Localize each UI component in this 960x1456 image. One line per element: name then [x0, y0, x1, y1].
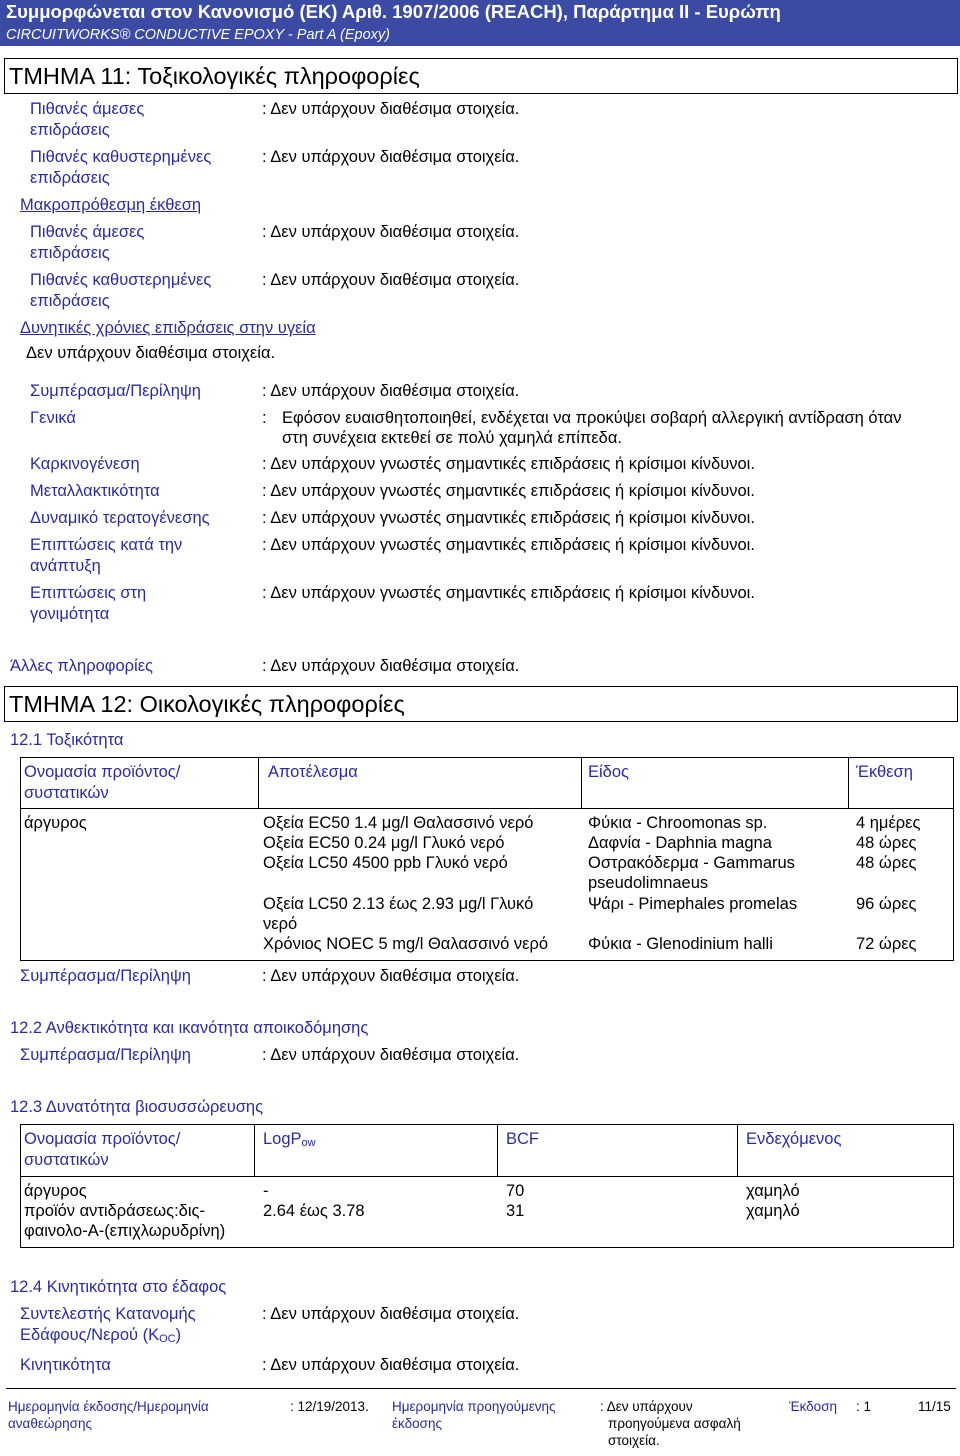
other-info-value: : Δεν υπάρχουν διαθέσιμα στοιχεία.: [262, 657, 520, 675]
bio-row-potential: χαμηλό: [746, 1202, 800, 1220]
delayed-effects-label-line1: Πιθανές καθυστερημένες: [30, 148, 212, 166]
toxicity-col-divider-1: [258, 757, 259, 808]
tox-row-exposure: 4 ημέρες: [856, 814, 921, 832]
footer-prev-value-line3: στοιχεία.: [608, 1433, 660, 1448]
tox-header-name-line1: Ονομασία προϊόντος/: [24, 763, 181, 781]
bio-row-logp: 2.64 έως 3.78: [263, 1202, 365, 1220]
summary-value: : Δεν υπάρχουν διαθέσιμα στοιχεία.: [262, 382, 520, 400]
teratogenicity-value: : Δεν υπάρχουν γνωστές σημαντικές επιδράσεις ή κρίσιμοι κίνδυνοι.: [262, 509, 755, 527]
bio-header-potential: Ενδεχόμενος: [746, 1130, 842, 1148]
lt-delayed-effects-label-line2: επιδράσεις: [30, 292, 110, 310]
koc-label-line1: Συντελεστής Κατανομής: [20, 1305, 196, 1323]
footer-prev-value-line2: προηγούμενα ασφαλή: [608, 1416, 741, 1431]
footer-issue-label-line1: Ημερομηνία έκδοσης/Ημερομηνία: [8, 1399, 209, 1414]
bio-col-divider-3: [737, 1124, 738, 1176]
tox-row-result-line2: νερό: [263, 915, 298, 933]
bio-row-name-line2: φαινολο-Α-(επιχλωρυδρίνη): [24, 1222, 226, 1240]
tox-row-species: Δαφνία - Daphnia magna: [588, 834, 772, 852]
developmental-effects-label-line2: ανάπτυξη: [30, 557, 101, 575]
general-label: Γενικά: [30, 409, 76, 427]
bio-row-logp: -: [263, 1182, 269, 1200]
fertility-effects-label-line2: γονιμότητα: [30, 605, 110, 623]
carcinogenicity-label: Καρκινογένεση: [30, 455, 140, 473]
footer-version-value: : 1: [856, 1399, 872, 1414]
section-12-title: ΤΜΗΜΑ 12: Οικολογικές πληροφορίες: [4, 686, 958, 722]
general-value-line1: Εφόσον ευαισθητοποιηθεί, ενδέχεται να προκύψει σοβαρή αλλεργική αντίδραση όταν: [282, 409, 902, 427]
tox-row-result: Οξεία EC50 1.4 μg/l Θαλασσινό νερό: [263, 814, 534, 832]
section-11-title: ΤΜΗΜΑ 11: Τοξικολογικές πληροφορίες: [4, 58, 958, 94]
footer-page-number: 11/15: [918, 1399, 951, 1414]
bio-row-bcf: 31: [506, 1202, 525, 1220]
chronic-effects-value: Δεν υπάρχουν διαθέσιμα στοιχεία.: [26, 344, 276, 362]
tox-row-exposure: 48 ώρες: [856, 834, 917, 852]
tox-row-species: Οστρακόδερμα - Gammarus: [588, 854, 795, 872]
bio-row-name: άργυρος: [24, 1182, 87, 1200]
fertility-effects-label-line1: Επιπτώσεις στη: [30, 584, 147, 602]
product-header: CIRCUITWORKS® CONDUCTIVE EPOXY - Part A (Epoxy): [0, 24, 960, 46]
tox-row-result: Χρόνιος NOEC 5 mg/l Θαλασσινό νερό: [263, 935, 549, 953]
tox-header-name-line2: συστατικών: [24, 784, 109, 802]
long-term-exposure-heading: Μακροπρόθεσμη έκθεση: [20, 196, 202, 214]
mutagenicity-value: : Δεν υπάρχουν γνωστές σημαντικές επιδράσεις ή κρίσιμοι κίνδυνοι.: [262, 482, 755, 500]
mobility-label: Κινητικότητα: [20, 1356, 111, 1374]
footer-rule: [6, 1388, 956, 1389]
tox-header-species: Είδος: [588, 763, 629, 781]
teratogenicity-label: Δυναμικό τερατογένεσης: [30, 509, 210, 527]
bio-row-bcf: 70: [506, 1182, 525, 1200]
bio-row-name: προϊόν αντιδράσεως:δις-: [24, 1202, 205, 1220]
footer-version-label: Έκδοση: [789, 1399, 838, 1414]
lt-delayed-effects-value: : Δεν υπάρχουν διαθέσιμα στοιχεία.: [262, 271, 520, 289]
tox-row-species: Φύκια - Chroomonas sp.: [588, 814, 768, 832]
carcinogenicity-value: : Δεν υπάρχουν γνωστές σημαντικές επιδράσεις ή κρίσιμοι κίνδυνοι.: [262, 455, 755, 473]
bio-table-divider: [20, 1176, 954, 1177]
tox-header-exposure: Έκθεση: [856, 763, 913, 781]
koc-label-line2: Εδάφους/Νερού (KOC): [20, 1326, 182, 1345]
tox-row-result: Οξεία LC50 2.13 έως 2.93 μg/l Γλυκό: [263, 895, 534, 913]
lt-delayed-effects-label-line1: Πιθανές καθυστερημένες: [30, 271, 212, 289]
persistence-summary-value: : Δεν υπάρχουν διαθέσιμα στοιχεία.: [262, 1046, 520, 1064]
delayed-effects-value: : Δεν υπάρχουν διαθέσιμα στοιχεία.: [262, 148, 520, 166]
general-value-line2: στη συνέχεια εκτεθεί σε πολύ χαμηλά επίπεδα.: [282, 429, 622, 447]
toxicity-heading: 12.1 Τοξικότητα: [10, 731, 124, 749]
bio-header-bcf: BCF: [506, 1130, 539, 1148]
developmental-effects-value: : Δεν υπάρχουν γνωστές σημαντικές επιδράσεις ή κρίσιμοι κίνδυνοι.: [262, 536, 755, 554]
footer-issue-label-line2: αναθεώρησης: [8, 1416, 92, 1431]
mobility-heading: 12.4 Κινητικότητα στο έδαφος: [10, 1278, 227, 1296]
mobility-value: : Δεν υπάρχουν διαθέσιμα στοιχεία.: [262, 1356, 520, 1374]
tox-row-species-line2: pseudolimnaeus: [588, 874, 709, 892]
toxicity-col-divider-2: [581, 757, 582, 808]
persistence-summary-label: Συμπέρασμα/Περίληψη: [20, 1046, 191, 1064]
lt-immediate-effects-value: : Δεν υπάρχουν διαθέσιμα στοιχεία.: [262, 223, 520, 241]
bio-row-potential: χαμηλό: [746, 1182, 800, 1200]
koc-value: : Δεν υπάρχουν διαθέσιμα στοιχεία.: [262, 1305, 520, 1323]
tox-summary-label: Συμπέρασμα/Περίληψη: [20, 967, 191, 985]
tox-row-result: Οξεία EC50 0.24 μg/l Γλυκό νερό: [263, 834, 505, 852]
footer-issue-date: : 12/19/2013.: [290, 1399, 369, 1414]
tox-summary-value: : Δεν υπάρχουν διαθέσιμα στοιχεία.: [262, 967, 520, 985]
bio-header-name-line2: συστατικών: [24, 1151, 109, 1169]
lt-immediate-effects-label-line1: Πιθανές άμεσες: [30, 223, 145, 241]
fertility-effects-value: : Δεν υπάρχουν γνωστές σημαντικές επιδράσεις ή κρίσιμοι κίνδυνοι.: [262, 584, 755, 602]
tox-row-result: Οξεία LC50 4500 ppb Γλυκό νερό: [263, 854, 508, 872]
immediate-effects-label-line1: Πιθανές άμεσες: [30, 100, 145, 118]
summary-label: Συμπέρασμα/Περίληψη: [30, 382, 201, 400]
immediate-effects-label-line2: επιδράσεις: [30, 121, 110, 139]
tox-row-exposure: 96 ώρες: [856, 895, 917, 913]
other-info-label: Άλλες πληροφορίες: [10, 657, 154, 675]
tox-substance: άργυρος: [24, 814, 87, 832]
toxicity-col-divider-3: [848, 757, 849, 808]
immediate-effects-value: : Δεν υπάρχουν διαθέσιμα στοιχεία.: [262, 100, 520, 118]
bioaccumulation-heading: 12.3 Δυνατότητα βιοσυσσώρευσης: [10, 1098, 264, 1116]
toxicity-table-divider: [20, 808, 954, 809]
footer-prev-label-line2: έκδοσης: [392, 1416, 442, 1431]
delayed-effects-label-line2: επιδράσεις: [30, 169, 110, 187]
tox-header-result: Αποτέλεσμα: [268, 763, 358, 781]
tox-row-exposure: 72 ώρες: [856, 935, 917, 953]
bio-header-logp: LogPow: [263, 1130, 316, 1149]
persistence-heading: 12.2 Ανθεκτικότητα και ικανότητα αποικοδόμησης: [10, 1019, 369, 1037]
mutagenicity-label: Μεταλλακτικότητα: [30, 482, 160, 500]
footer-prev-label-line1: Ημερομηνία προηγούμενης: [392, 1399, 556, 1414]
bio-col-divider-1: [254, 1124, 255, 1176]
bio-header-name-line1: Ονομασία προϊόντος/: [24, 1130, 181, 1148]
general-colon: :: [262, 409, 267, 427]
tox-row-species: Φύκια - Glenodinium halli: [588, 935, 773, 953]
tox-row-species: Ψάρι - Pimephales promelas: [588, 895, 798, 913]
developmental-effects-label-line1: Επιπτώσεις κατά την: [30, 536, 183, 554]
lt-immediate-effects-label-line2: επιδράσεις: [30, 244, 110, 262]
chronic-effects-heading: Δυνητικές χρόνιες επιδράσεις στην υγεία: [20, 319, 316, 337]
regulation-header: Συμμορφώνεται στον Κανονισμό (ΕΚ) Αριθ. 1907/2006 (REACH), Παράρτημα II - Ευρώπη: [0, 0, 960, 24]
footer-prev-value-line1: : Δεν υπάρχουν: [600, 1399, 693, 1414]
tox-row-exposure: 48 ώρες: [856, 854, 917, 872]
bio-col-divider-2: [497, 1124, 498, 1176]
